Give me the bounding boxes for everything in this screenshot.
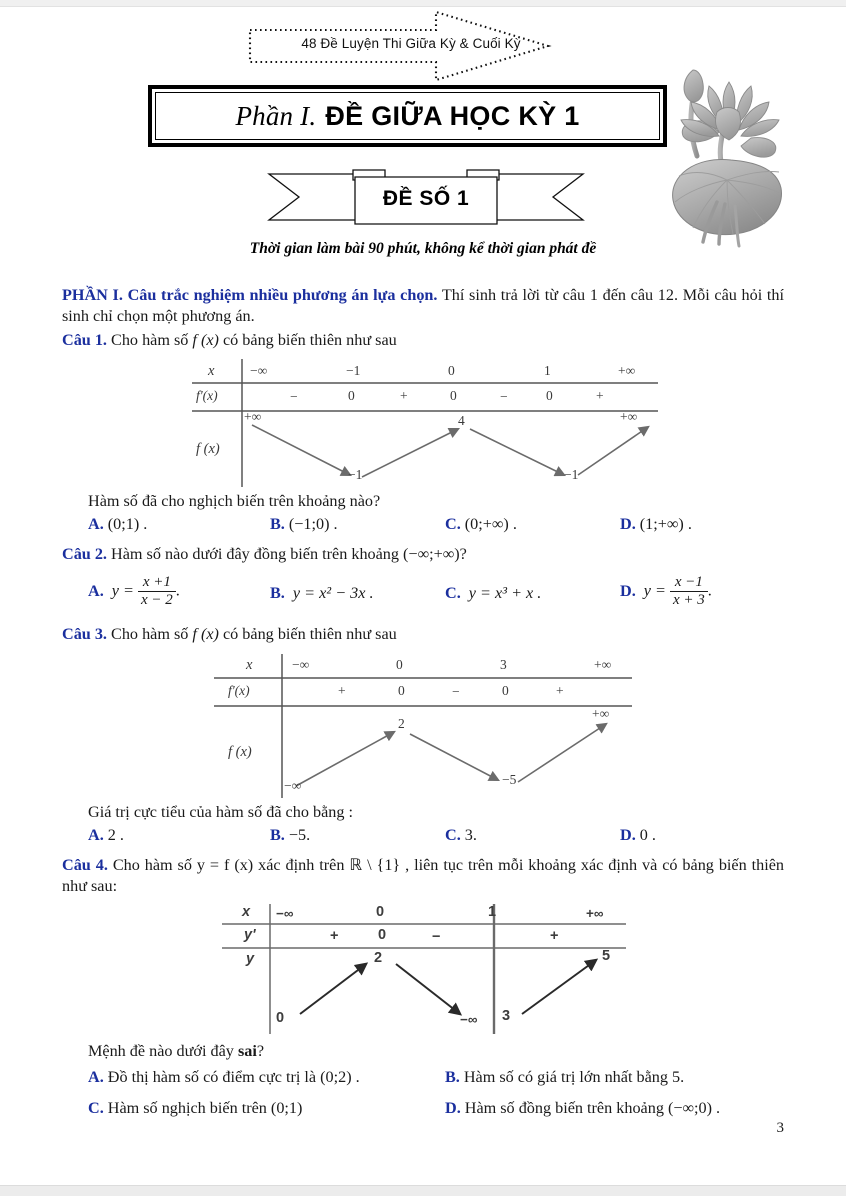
- t3-x-value: −∞: [276, 905, 294, 921]
- question-4-prompt-pre: Mệnh đề nào dưới đây: [88, 1041, 234, 1060]
- t2-x-value: +∞: [594, 656, 612, 672]
- variation-table-1: [186, 357, 664, 489]
- answer-key-d: D.: [620, 581, 636, 600]
- t1-sign: 0: [348, 388, 355, 404]
- answer-key-a: A.: [88, 581, 104, 600]
- question-2-prompt-tail: ?: [459, 545, 467, 564]
- question-4-prompt: [62, 1042, 784, 1061]
- exam-content: [62, 285, 784, 1123]
- t1-f-value: +∞: [620, 409, 638, 425]
- question-3-stem-tail: có bảng biến thiên như sau: [222, 625, 397, 644]
- t2-row-x-label: x: [246, 656, 253, 673]
- answer-text-d: (1;+∞) .: [639, 515, 692, 534]
- answer-text-c: 3.: [464, 825, 477, 844]
- question-2-prompt-math: (−∞;+∞): [403, 545, 460, 564]
- answer-text-d: Hàm số đồng biến trên khoảng (−∞;0) .: [464, 1098, 721, 1117]
- question-2-answers: [62, 574, 784, 618]
- answer-option-a[interactable]: [88, 826, 124, 845]
- answer-option-c[interactable]: [88, 1099, 302, 1118]
- t3-f-value: 5: [602, 947, 611, 964]
- fraction-a: [138, 574, 176, 609]
- variation-table-3: [218, 902, 630, 1036]
- question-4-prompt-post: ?: [256, 1041, 265, 1060]
- answer-key-a: A.: [88, 825, 104, 844]
- t2-x-value: −∞: [292, 656, 310, 672]
- t2-row-derivative-label: f'(x): [228, 682, 250, 698]
- answer-option-c[interactable]: [445, 515, 517, 534]
- t1-sign: +: [596, 388, 604, 404]
- answer-key-c: C.: [88, 1098, 104, 1117]
- t1-sign: 0: [450, 388, 457, 404]
- question-1-prompt: Hàm số đã cho nghịch biến trên khoảng nào?: [88, 492, 381, 511]
- fraction-denominator-d: x + 3: [670, 591, 708, 609]
- t1-f-value: −1: [564, 467, 579, 483]
- question-4-label: Câu 4.: [62, 855, 108, 874]
- question-1-stem-math: f (x): [192, 330, 219, 349]
- question-1-stem-tail: có bảng biến thiên như sau: [222, 330, 397, 349]
- fraction-numerator-d: x −1: [674, 574, 703, 591]
- answer-lhs-a: y =: [111, 581, 134, 600]
- answer-option-b[interactable]: [270, 826, 310, 845]
- section-body: Thí sinh trả lời từ câu 1 đến câu 12. Mỗi câu hỏi thí sinh chỉ chọn một phương án.: [62, 286, 784, 326]
- question-4-answers-row2: [62, 1099, 784, 1123]
- t1-row-function-label: f (x): [196, 441, 220, 458]
- answer-text-b: Hàm số có giá trị lớn nhất bằng 5.: [463, 1067, 685, 1086]
- answer-option-b[interactable]: [270, 515, 338, 534]
- answer-key-b: B.: [270, 584, 285, 603]
- t2-f-value: −5: [502, 771, 517, 787]
- answer-text-c: (0;+∞) .: [464, 515, 517, 534]
- t1-x-value: −1: [346, 363, 361, 379]
- section-intro: [62, 285, 784, 328]
- t3-row-x-label: x: [242, 903, 251, 920]
- answer-option-a[interactable]: [88, 574, 180, 609]
- main-title-inner-border: [155, 92, 660, 140]
- t3-sign: −: [432, 928, 441, 945]
- t3-row-derivative-label: y': [244, 926, 256, 943]
- t2-sign: −: [452, 683, 460, 699]
- title-part-label: Phần I.: [235, 100, 317, 131]
- lotus-flower-icon: [655, 52, 807, 252]
- variation-table-2: [208, 652, 638, 800]
- answer-option-b[interactable]: [270, 584, 374, 603]
- t2-x-value: 0: [396, 656, 403, 672]
- t2-sign: 0: [398, 682, 405, 698]
- t1-sign: −: [500, 389, 508, 405]
- t1-f-value: −1: [348, 467, 363, 483]
- answer-option-c[interactable]: [445, 826, 477, 845]
- t2-x-value: 3: [500, 656, 507, 672]
- section-bold-title: Câu trắc nghiệm nhiều phương án lựa chọn.: [127, 286, 438, 304]
- t3-sign: +: [550, 927, 559, 944]
- answer-key-b: B.: [445, 1067, 460, 1086]
- answer-key-c: C.: [445, 825, 461, 844]
- section-label: PHẦN I.: [62, 286, 123, 304]
- answer-text-b: (−1;0) .: [288, 515, 338, 534]
- t3-f-value: 3: [502, 1007, 511, 1024]
- answer-option-a[interactable]: [88, 515, 147, 534]
- question-1-answers: [62, 515, 784, 539]
- question-1-label: Câu 1.: [62, 330, 107, 349]
- answer-text-b: −5.: [288, 825, 311, 844]
- question-2-stem: [62, 544, 784, 566]
- question-1-stem-text: Cho hàm số: [111, 330, 189, 349]
- answer-option-d[interactable]: [620, 515, 692, 534]
- exam-number-label: ĐỀ SỐ 1: [382, 187, 470, 210]
- answer-option-d[interactable]: [620, 574, 712, 609]
- answer-option-a[interactable]: [88, 1068, 360, 1087]
- answer-key-a: A.: [88, 1067, 104, 1086]
- t2-sign: +: [338, 682, 346, 698]
- answer-option-c[interactable]: [445, 584, 541, 603]
- answer-text-b: y = x² − 3x .: [292, 584, 374, 603]
- t2-f-value: −∞: [284, 777, 302, 793]
- answer-tail-d: .: [707, 581, 712, 600]
- t2-row-function-label: f (x): [228, 743, 252, 760]
- t2-f-value: 2: [398, 715, 405, 731]
- answer-key-b: B.: [270, 515, 285, 534]
- arrow-callout-label: 48 Đề Luyện Thi Giữa Kỳ & Cuối Kỳ: [301, 36, 521, 51]
- t1-sign: +: [400, 388, 408, 404]
- answer-text-a: (0;1) .: [107, 515, 148, 534]
- t1-f-value: +∞: [244, 409, 262, 425]
- exam-number-ribbon: [265, 166, 587, 228]
- answer-option-b[interactable]: [445, 1068, 684, 1087]
- t2-f-value: +∞: [592, 705, 610, 721]
- answer-tail-a: .: [175, 581, 180, 600]
- page-number: 3: [776, 1120, 784, 1136]
- answer-text-a: Đồ thị hàm số có điểm cực trị là (0;2) .: [107, 1067, 360, 1086]
- answer-key-d: D.: [445, 1098, 461, 1117]
- t3-x-value: 1: [488, 903, 497, 920]
- title-main-label: ĐỀ GIỮA HỌC KỲ 1: [325, 100, 580, 131]
- t1-sign: 0: [546, 388, 553, 404]
- question-3-label: Câu 3.: [62, 625, 107, 644]
- question-1-stem: [62, 330, 784, 352]
- t3-sign: 0: [378, 926, 387, 943]
- t3-f-value: 0: [276, 1009, 285, 1026]
- arrow-callout: [248, 10, 628, 82]
- question-2-label: Câu 2.: [62, 545, 107, 564]
- t3-x-value: 0: [376, 903, 385, 920]
- t1-row-x-label: x: [208, 363, 215, 380]
- t1-f-value: 4: [458, 413, 465, 429]
- question-3-prompt: Giá trị cực tiểu của hàm số đã cho bằng :: [88, 802, 353, 821]
- fraction-d: [670, 574, 708, 609]
- t1-x-value: −∞: [250, 363, 268, 379]
- question-2-prompt: Hàm số nào dưới đây đồng biến trên khoảng: [111, 545, 399, 564]
- answer-text-c: Hàm số nghịch biến trên (0;1): [107, 1098, 303, 1117]
- t3-f-value: −∞: [460, 1011, 478, 1027]
- question-4-stem-text: Cho hàm số y = f (x) xác định trên ℝ \ {1} , liên tục trên mỗi khoảng xác định và có bảng biến thiên như sau:: [62, 855, 785, 896]
- t1-x-value: 0: [448, 363, 455, 379]
- answer-key-c: C.: [445, 515, 461, 534]
- t1-x-value: +∞: [618, 363, 636, 379]
- answer-key-b: B.: [270, 825, 285, 844]
- question-3-answers: [62, 826, 784, 850]
- question-4-answers-row1: [62, 1068, 784, 1092]
- question-3-stem-math: f (x): [192, 625, 219, 644]
- main-title-box: [148, 85, 667, 147]
- answer-text-c: y = x³ + x .: [468, 584, 542, 603]
- answer-option-d[interactable]: [445, 1099, 720, 1118]
- fraction-numerator-a: x +1: [142, 574, 171, 591]
- t2-sign: +: [556, 682, 564, 698]
- t1-sign: −: [290, 389, 298, 405]
- answer-key-d: D.: [620, 515, 636, 534]
- t3-row-function-label: y: [246, 950, 255, 967]
- answer-text-d: 0 .: [639, 825, 656, 844]
- fraction-denominator-a: x − 2: [138, 591, 176, 609]
- t1-row-derivative-label: f'(x): [196, 388, 218, 404]
- t3-sign: +: [330, 927, 339, 944]
- question-4-prompt-bold: sai: [237, 1041, 257, 1060]
- exam-duration-note: Thời gian làm bài 90 phút, không kể thời gian phát đề: [249, 240, 597, 257]
- t3-x-value: +∞: [586, 905, 604, 921]
- t2-sign: 0: [502, 682, 509, 698]
- question-4-stem: [62, 855, 784, 898]
- answer-lhs-d: y =: [643, 581, 666, 600]
- t1-x-value: 1: [544, 363, 551, 379]
- answer-key-c: C.: [445, 584, 461, 603]
- question-3-stem: [62, 624, 784, 646]
- page-top-edge: [0, 0, 846, 7]
- answer-text-a: 2 .: [107, 825, 124, 844]
- answer-option-d[interactable]: [620, 826, 656, 845]
- answer-key-d: D.: [620, 825, 636, 844]
- t3-f-value: 2: [374, 949, 383, 966]
- answer-key-a: A.: [88, 515, 104, 534]
- question-3-stem-text: Cho hàm số: [111, 625, 189, 644]
